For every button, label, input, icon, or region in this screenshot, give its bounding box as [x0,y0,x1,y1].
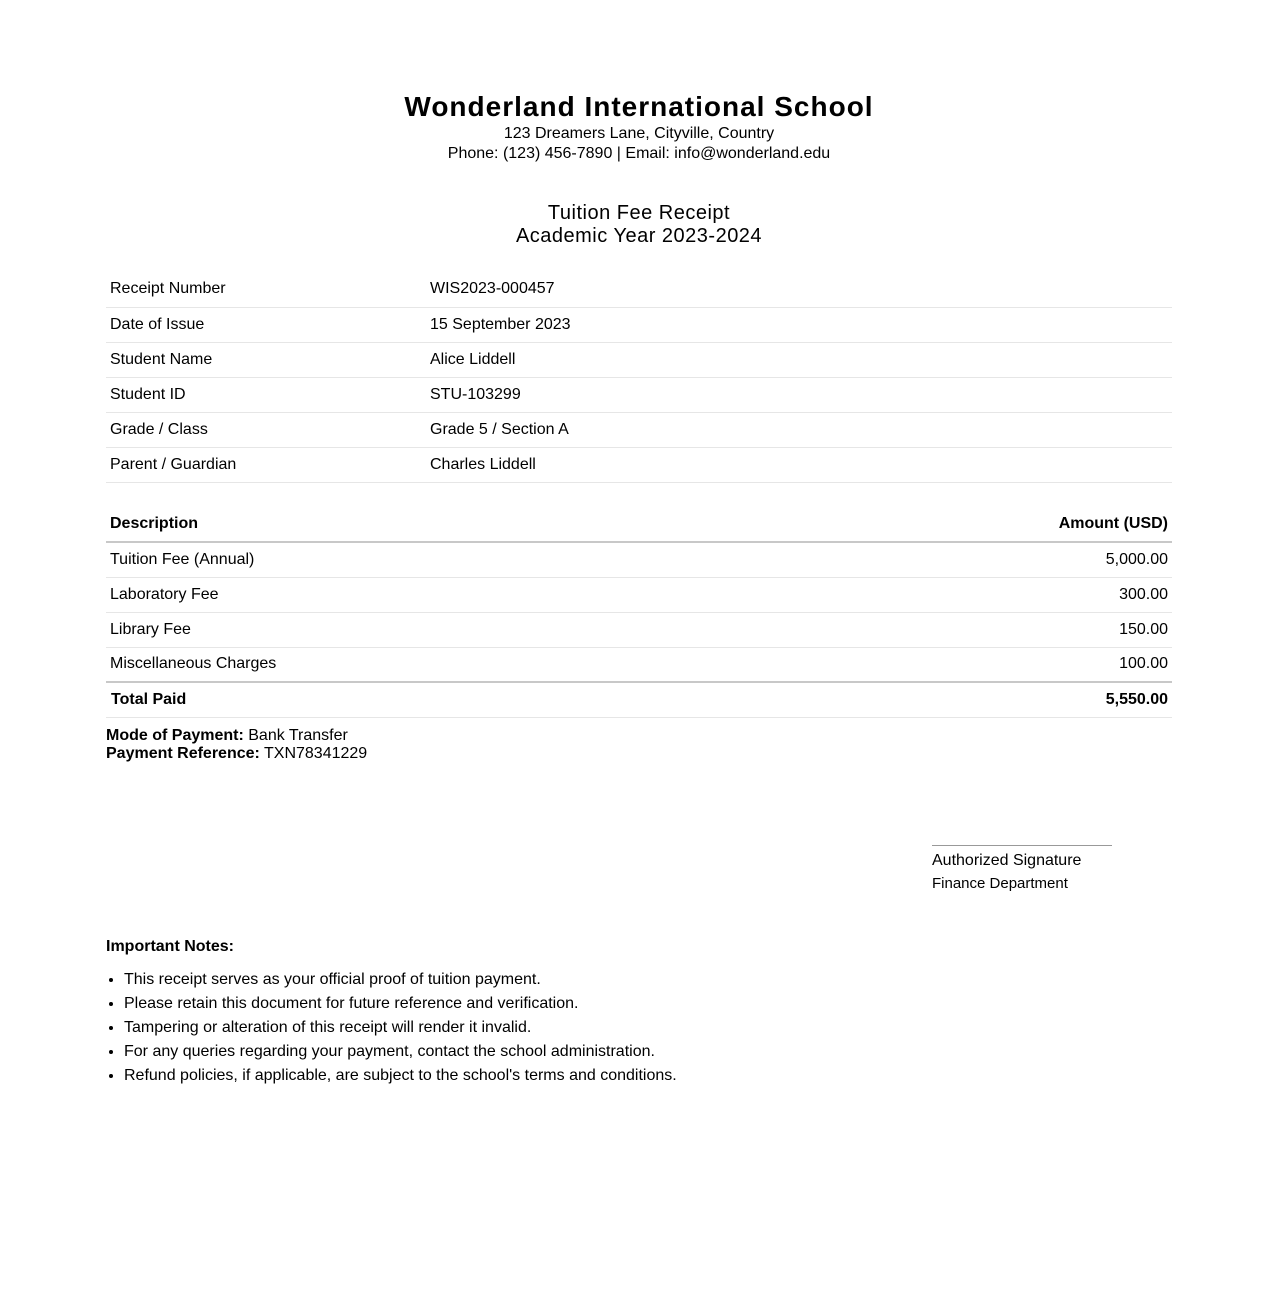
fee-description: Miscellaneous Charges [106,647,743,682]
info-label: Date of Issue [106,307,426,342]
fee-row [106,542,1172,577]
school-header [0,90,1278,164]
info-row-parent-guardian [106,447,1172,482]
info-value: WIS2023-000457 [426,272,1172,307]
signature-department: Finance Department [932,875,1068,892]
important-notes [106,938,677,1088]
column-header-description: Description [106,506,743,542]
column-header-amount: Amount (USD) [743,506,1172,542]
info-value: Charles Liddell [426,447,1172,482]
info-label: Grade / Class [106,412,426,447]
fee-table-header [106,506,1172,542]
fee-amount: 150.00 [743,612,1172,647]
fee-table [106,506,1172,718]
school-address: 123 Dreamers Lane, Cityville, Country [503,125,775,142]
notes-list [106,968,677,1088]
receipt-title: Tuition Fee Receipt [547,202,731,224]
payment-reference-label: Payment Reference: [106,745,260,762]
info-row-student-id [106,377,1172,412]
list-item: • Please retain this document for future reference and verification. [124,992,677,1016]
info-row-receipt-number [106,272,1172,307]
info-label: Student ID [106,377,426,412]
total-amount: 5,550.00 [743,682,1172,717]
fee-row [106,577,1172,612]
school-name: Wonderland International School [404,91,874,122]
fee-row [106,647,1172,682]
info-value: Grade 5 / Section A [426,412,1172,447]
school-contact: Phone: (123) 456-7890 | Email: info@wonderland.edu [447,145,831,162]
payment-mode [106,727,367,745]
total-row [106,682,1172,717]
payment-mode-label: Mode of Payment: [106,727,244,744]
receipt-title-block [0,202,1278,248]
payment-details [106,727,367,763]
list-item: • For any queries regarding your payment, contact the school administration. [124,1040,677,1064]
info-label: Receipt Number [106,272,426,307]
payment-mode-value: Bank Transfer [248,727,348,744]
list-item: • Refund policies, if applicable, are subject to the school's terms and conditions. [124,1064,677,1088]
academic-year: Academic Year 2023-2024 [515,225,763,247]
info-value: STU-103299 [426,377,1172,412]
info-value: Alice Liddell [426,342,1172,377]
fee-description: Laboratory Fee [106,577,743,612]
fee-description: Tuition Fee (Annual) [106,542,743,577]
info-row-date-of-issue [106,307,1172,342]
fee-row [106,612,1172,647]
info-row-grade-class [106,412,1172,447]
notes-title: Important Notes: [106,938,234,955]
fee-amount: 300.00 [743,577,1172,612]
payment-reference [106,745,367,763]
list-item: • This receipt serves as your official proof of tuition payment. [124,968,677,992]
fee-description: Library Fee [106,612,743,647]
info-label: Student Name [106,342,426,377]
fee-amount: 5,000.00 [743,542,1172,577]
signature-line [932,845,1112,846]
payment-reference-value: TXN78341229 [264,745,368,762]
total-label: Total Paid [106,682,743,717]
signature-block [932,845,1112,892]
list-item: • Tampering or alteration of this receipt will render it invalid. [124,1016,677,1040]
info-value: 15 September 2023 [426,307,1172,342]
signature-title: Authorized Signature [932,852,1082,869]
fee-amount: 100.00 [743,647,1172,682]
info-label: Parent / Guardian [106,447,426,482]
student-info-table [106,272,1172,483]
info-row-student-name [106,342,1172,377]
